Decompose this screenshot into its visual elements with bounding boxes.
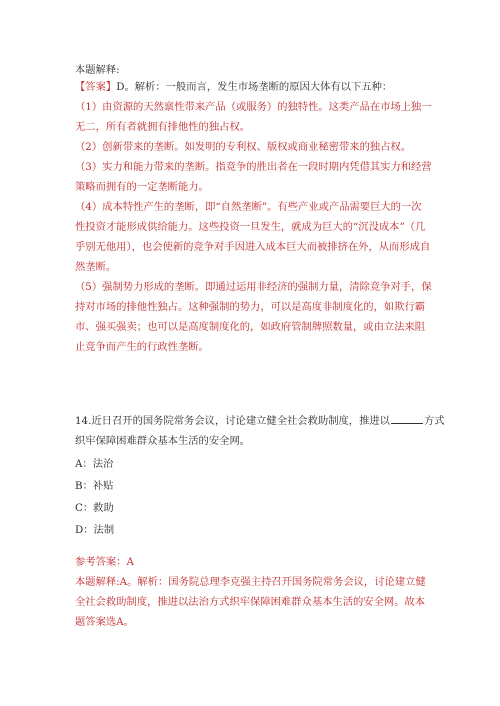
explanation-line: 无二，所有者就拥有排他性的独占权。: [75, 121, 251, 133]
explanation-line: （3）实力和能力带来的垄断。指竞争的胜出者在一段时期内凭借其实力和经营: [75, 161, 432, 173]
explanation-line: （4）成本特性产生的垄断，即“自然垄断”。有些产业或产品需要巨大的一次: [75, 201, 422, 213]
question-stem-after-blank: 方式: [423, 415, 445, 427]
option-d: D：法制: [75, 524, 115, 536]
explanation-line: 策略而拥有的一定垄断能力。: [75, 181, 209, 193]
explanation-line: 止竞争而产生的行政性垄断。: [75, 341, 209, 353]
explanation-line: 乎别无他用），也会使新的竞争对手因进入成本巨大而被排挤在外，从而形成自: [75, 241, 431, 253]
option-c: C：救助: [75, 502, 114, 514]
answer-line-rest: D。解析：一般而言，发生市场垄断的原因大体有以下五种：: [116, 81, 393, 93]
question-stem-line2: 织牢保障困难群众基本生活的安全网。: [75, 435, 251, 447]
option-b: B：补贴: [75, 480, 114, 492]
answer-blank: [391, 414, 423, 424]
explanation-line: （5）强制势力形成的垄断。即通过运用非经济的强制力量，清除竞争对手，保: [75, 281, 432, 293]
answer-explanation-line: 本题解释:A。解析：国务院总理李克强主持召开国务院常务会议，讨论建立健: [75, 576, 426, 588]
explanation-line: 然垄断。: [75, 261, 117, 273]
answer-explanation-line: 全社会救助制度，推进以法治方式织牢保障困难群众基本生活的安全网。故本: [75, 596, 426, 608]
explanation-line: 市、强买强卖；也可以是高度制度化的，如政府管制牌照数量，或由立法来阻: [75, 321, 426, 333]
option-a: A：法治: [75, 458, 114, 470]
explanation-line: （1）由资源的天然禀性带来产品（或服务）的独特性。这类产品在市场上独一: [75, 101, 432, 113]
explanation-line: 性投资才能形成供给能力。这些投资一旦发生，就成为巨大的“沉没成本”（几: [75, 221, 426, 233]
answer-bracket-label: 【答案】: [75, 81, 117, 93]
explanation-line: （2）创新带来的垄断。如发明的专利权、版权或商业秘密带来的独占权。: [75, 141, 412, 153]
explanation-heading: 本题解释:: [75, 64, 120, 76]
question-stem-before-blank: 14.近日召开的国务院常务会议，讨论建立健全社会救助制度，推进以: [75, 415, 390, 427]
reference-answer: 参考答案：A: [75, 556, 134, 568]
explanation-line: 持对市场的排他性独占。这种强制的势力，可以是高度非制度化的，如欺行霸: [75, 301, 426, 313]
answer-explanation-line: 题答案选A。: [75, 616, 134, 628]
answer-line: [75, 80, 392, 94]
question-stem-line1: [75, 414, 445, 428]
